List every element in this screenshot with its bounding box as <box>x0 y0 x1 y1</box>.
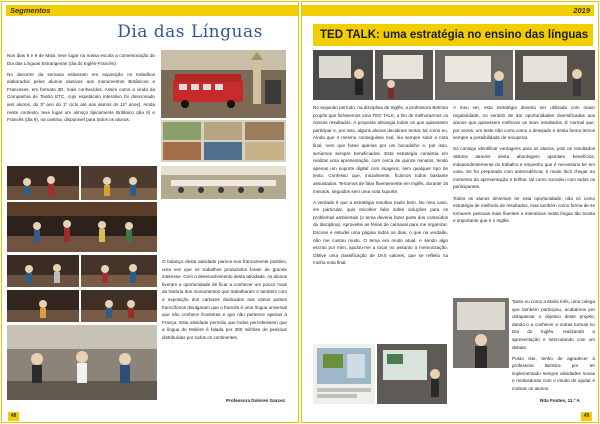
ted-photo-4 <box>515 50 595 100</box>
left-col2-paragraph: O balanço desta atividade parece-nos francamente positivo, uma vez que os trabalhos produzidos foram de grande interesse. Com o desenvolvimento desta atividade, os alunos tiveram a oportunidade de ficar a conhecer um pouco mais da história dos monumentos que trabalharam e também com a exposição dos cartazes dedicados aos vários países francófonos divulgaram que o francês é uma língua universal que não conhece fronteiras e que não pertence apenas à França. Esta atividade permitiu que todos percebessem que a língua de Molière é falada por 300 milhões de pessoas distribuídas por todos os continentes. <box>162 259 287 340</box>
performers-group-photo <box>7 325 157 400</box>
theatre-photo-5 <box>7 290 79 322</box>
right-header-bar <box>302 5 594 16</box>
year-label: 2019 <box>573 6 590 15</box>
left-page-number: 48 <box>8 412 19 421</box>
right-article-col1 <box>313 104 448 270</box>
left-col1-paragraph: Nos dias 8 e 9 de Maio, teve lugar na nossa escola a comemoração do Dia das Línguas Estrangeiras (dia do Inglês-Francês). <box>7 53 155 66</box>
right-article-col2-continued <box>512 298 595 396</box>
theatre-photo-1 <box>7 166 79 200</box>
right-col2-paragraph: Só consigo identificar vantagens para os alunos, pois os resultados obtidos através desta abordagem apontam benefícios, independentemente do trabalho e empenho que é necessário ter em casa. Se for preparado com antecedência, é muito fácil chegar ao momento da apresentação e brilhar, tal como sucedeu com todos os participantes. <box>453 146 595 190</box>
ted-photo-2 <box>375 50 433 100</box>
right-col2-paragraph: Todos os alunos deveriam ter esta oportunidade, não só como estratégia de melhoria de resultados, mas também como forma de se tornarem pessoas mais fluentes e interativas nesta língua tão bonita e importante que é o Inglês. <box>453 195 595 224</box>
theatre-photo-2 <box>81 166 157 200</box>
right-article-col2 <box>453 104 595 228</box>
exhibition-photo <box>161 120 286 162</box>
left-article-col2 <box>162 258 287 345</box>
theatre-photo-6 <box>81 290 157 322</box>
ted-photo-3 <box>435 50 513 100</box>
canteen-photo <box>161 166 286 199</box>
right-page-number: 49 <box>581 412 592 421</box>
right-col1-paragraph: A verdade é que a estratégia resultou muito bem. No meu caso, em particular, quis escolher falar sobre soluções para os problemas ambientais (o tema deveria fazer parte dos conteúdos da disciplina). Aproveitei as férias de carnaval para me organizar. Escrevi e estudei uma página todos os dias, o que na verdade, não me custou muito. O tema era muito atual, e sendo algo escrito por mim, ajudou-me a tocar no assunto a memorização. Obtive uma classificação de 19.5 valores, que se refletiu na minha nota final. <box>313 199 448 266</box>
left-article-col1 <box>7 52 155 127</box>
right-signature: Rita Fontes, 11.º A <box>540 398 580 403</box>
right-article-title: TED TALK: uma estratégia no ensino das línguas <box>313 24 593 46</box>
monument-models-photo <box>161 50 286 118</box>
right-col2-paragraph: Posto isto, tenho de agradecer à professora Belmira por ter implementado sempre atividades novas e motivadoras com o intuito de ajudar e motivar os alunos. <box>512 355 595 392</box>
student-presenting-photo <box>453 298 509 368</box>
left-signature: Professora Dolores Garcez <box>226 398 285 403</box>
presentation-slide-photo <box>313 344 375 404</box>
right-col1-paragraph: No segundo período, na disciplina de Inglês, a professora Belmira propôs que fizéssemos uma TED TALK, a fim de melhorarmos os nossos resultados. A proposta abrangia todos os que quisessem participar e, por isso, alguns alunos decidiram tentar, tal como eu. Ainda que o mesmo conseguisse mal, iria sempre subir a nota final, nem que fosse apenas por um bocadinho e, por isso, seríamos sempre beneficiados. Esta estratégia consistia em realizar uma apresentação, com cerca de quinze minutos, tendo apenas um suporte digital com imagens, sem qualquer tipo de texto. Confesso que, inicialmente, ficámos todos bastante assustados. Teríamos de falar fluentemente em Inglês, durante 15 minutos, seguidos sem uma nota suporte. <box>313 105 448 194</box>
classroom-slide-photo <box>377 344 447 404</box>
left-header-bar <box>6 5 298 16</box>
theatre-photo-4 <box>81 255 157 287</box>
left-col1-paragraph: No decorrer da semana estiveram em exposição os trabalhos elaborados pelos alunos alusivos aos monumentos Britânicos e Franceses, em formato 3D, mais conhecidos. Assim como a vinda da Companhia de Teatro ETC, cujo espetáculo interativo foi direcionado aos alunos, do 3º ano do 1º ciclo até aos alunos do 11º anos). Ainda neste contexto, teve lugar um almoço tipicamente Britânico (dia 8) e Francês (dia 9), na cantina, disponível para todos os alunos. <box>7 71 155 123</box>
right-col2-paragraph: Tanto eu como a Maria Inês, uma colega que também participou, acabámos por ultrapassar o objetivo deste projeto, dando-o a conhecer a outras turmas no Dia do Inglês, realizando a apresentação e interculando com um debate. <box>512 299 595 350</box>
left-article-title: Dia das Línguas <box>117 22 263 42</box>
section-label: Segmentos <box>10 6 51 15</box>
stage-performance-photo <box>7 202 157 252</box>
theatre-photo-3 <box>7 255 79 287</box>
ted-photo-1 <box>313 50 373 100</box>
right-col2-paragraph: A meu ver, esta estratégia deveria ser utilizada com maior regularidade, no sentido de dar oportunidades diversificadas aos alunos que quisessem melhorar os seus resultados. É normal que, por vezes, um teste não corra como o desejado e desta forma temos sempre a possibilidade de recuperar. <box>453 105 595 141</box>
